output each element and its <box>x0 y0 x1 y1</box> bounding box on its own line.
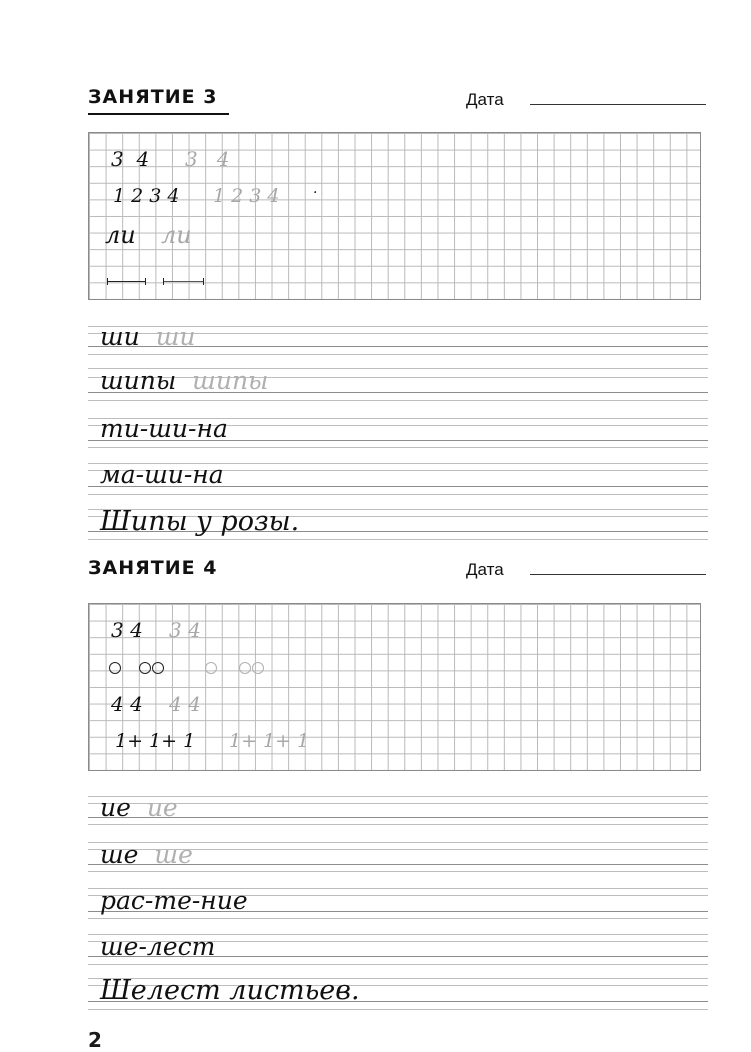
circle-trace <box>239 662 251 674</box>
lesson-3-date-label: Дата <box>466 90 504 109</box>
lesson-4-line-5: Шелест листьев. <box>100 975 360 1006</box>
circle-trace <box>252 662 264 674</box>
lesson-3-line-2: шипы шипы <box>100 366 269 395</box>
grid-row-2-dot: · <box>313 185 318 201</box>
grid-row-1-trace: 3 4 <box>169 618 201 642</box>
lesson-3-date-field[interactable] <box>530 104 706 105</box>
grid-row-3-sample: ли <box>105 221 136 249</box>
grid-row-3-sample: 4 4 <box>111 692 143 716</box>
circle-sample <box>109 662 121 674</box>
lesson-3-line-4: ма-ши-на <box>100 460 224 489</box>
grid-row-4-sample: 1+ 1+ 1 <box>115 730 196 752</box>
lesson-4-date-label: Дата <box>466 560 504 579</box>
lesson-3-line-5: Шипы у розы. <box>100 506 300 537</box>
segment-tick <box>163 278 164 285</box>
segment-tick <box>203 278 204 285</box>
lesson-4-line-4: ше-лест <box>100 932 216 961</box>
lesson-3-line-1: ши ши <box>100 322 196 351</box>
circle-sample <box>139 662 151 674</box>
grid-row-4-trace: 1+ 1+ 1 <box>229 730 310 752</box>
segment-tick <box>107 278 108 285</box>
lesson-4-heading: ЗАНЯТИЕ 4 <box>88 557 218 579</box>
grid-row-2-trace: 1 2 3 4 <box>213 185 280 207</box>
lesson-3-heading-underline <box>88 113 229 115</box>
lesson-4-date-field[interactable] <box>530 574 706 575</box>
segment-trace <box>163 281 203 282</box>
lesson-4-line-1: ие ие <box>100 793 178 822</box>
page-number: 2 <box>88 1028 102 1052</box>
circle-trace <box>205 662 217 674</box>
lesson-3-number-grid[interactable] <box>88 132 701 300</box>
lesson-4-number-grid[interactable] <box>88 603 701 771</box>
lesson-4-line-2: ше ше <box>100 840 193 869</box>
segment-sample <box>107 281 145 282</box>
lesson-4-line-3: рас-те-ние <box>100 886 248 915</box>
grid-row-3-trace: ли <box>161 221 192 249</box>
circle-sample <box>152 662 164 674</box>
lesson-3-line-3: ти-ши-на <box>100 414 228 443</box>
grid-row-1-sample: 3 4 <box>111 147 150 171</box>
segment-tick <box>145 278 146 285</box>
grid-row-1-sample: 3 4 <box>111 618 143 642</box>
grid-row-2-sample: 1 2 3 4 <box>113 185 180 207</box>
grid-row-1-trace: 3 4 <box>185 147 230 171</box>
lesson-3-heading: ЗАНЯТИЕ 3 <box>88 86 218 108</box>
grid-row-3-trace: 4 4 <box>169 692 201 716</box>
